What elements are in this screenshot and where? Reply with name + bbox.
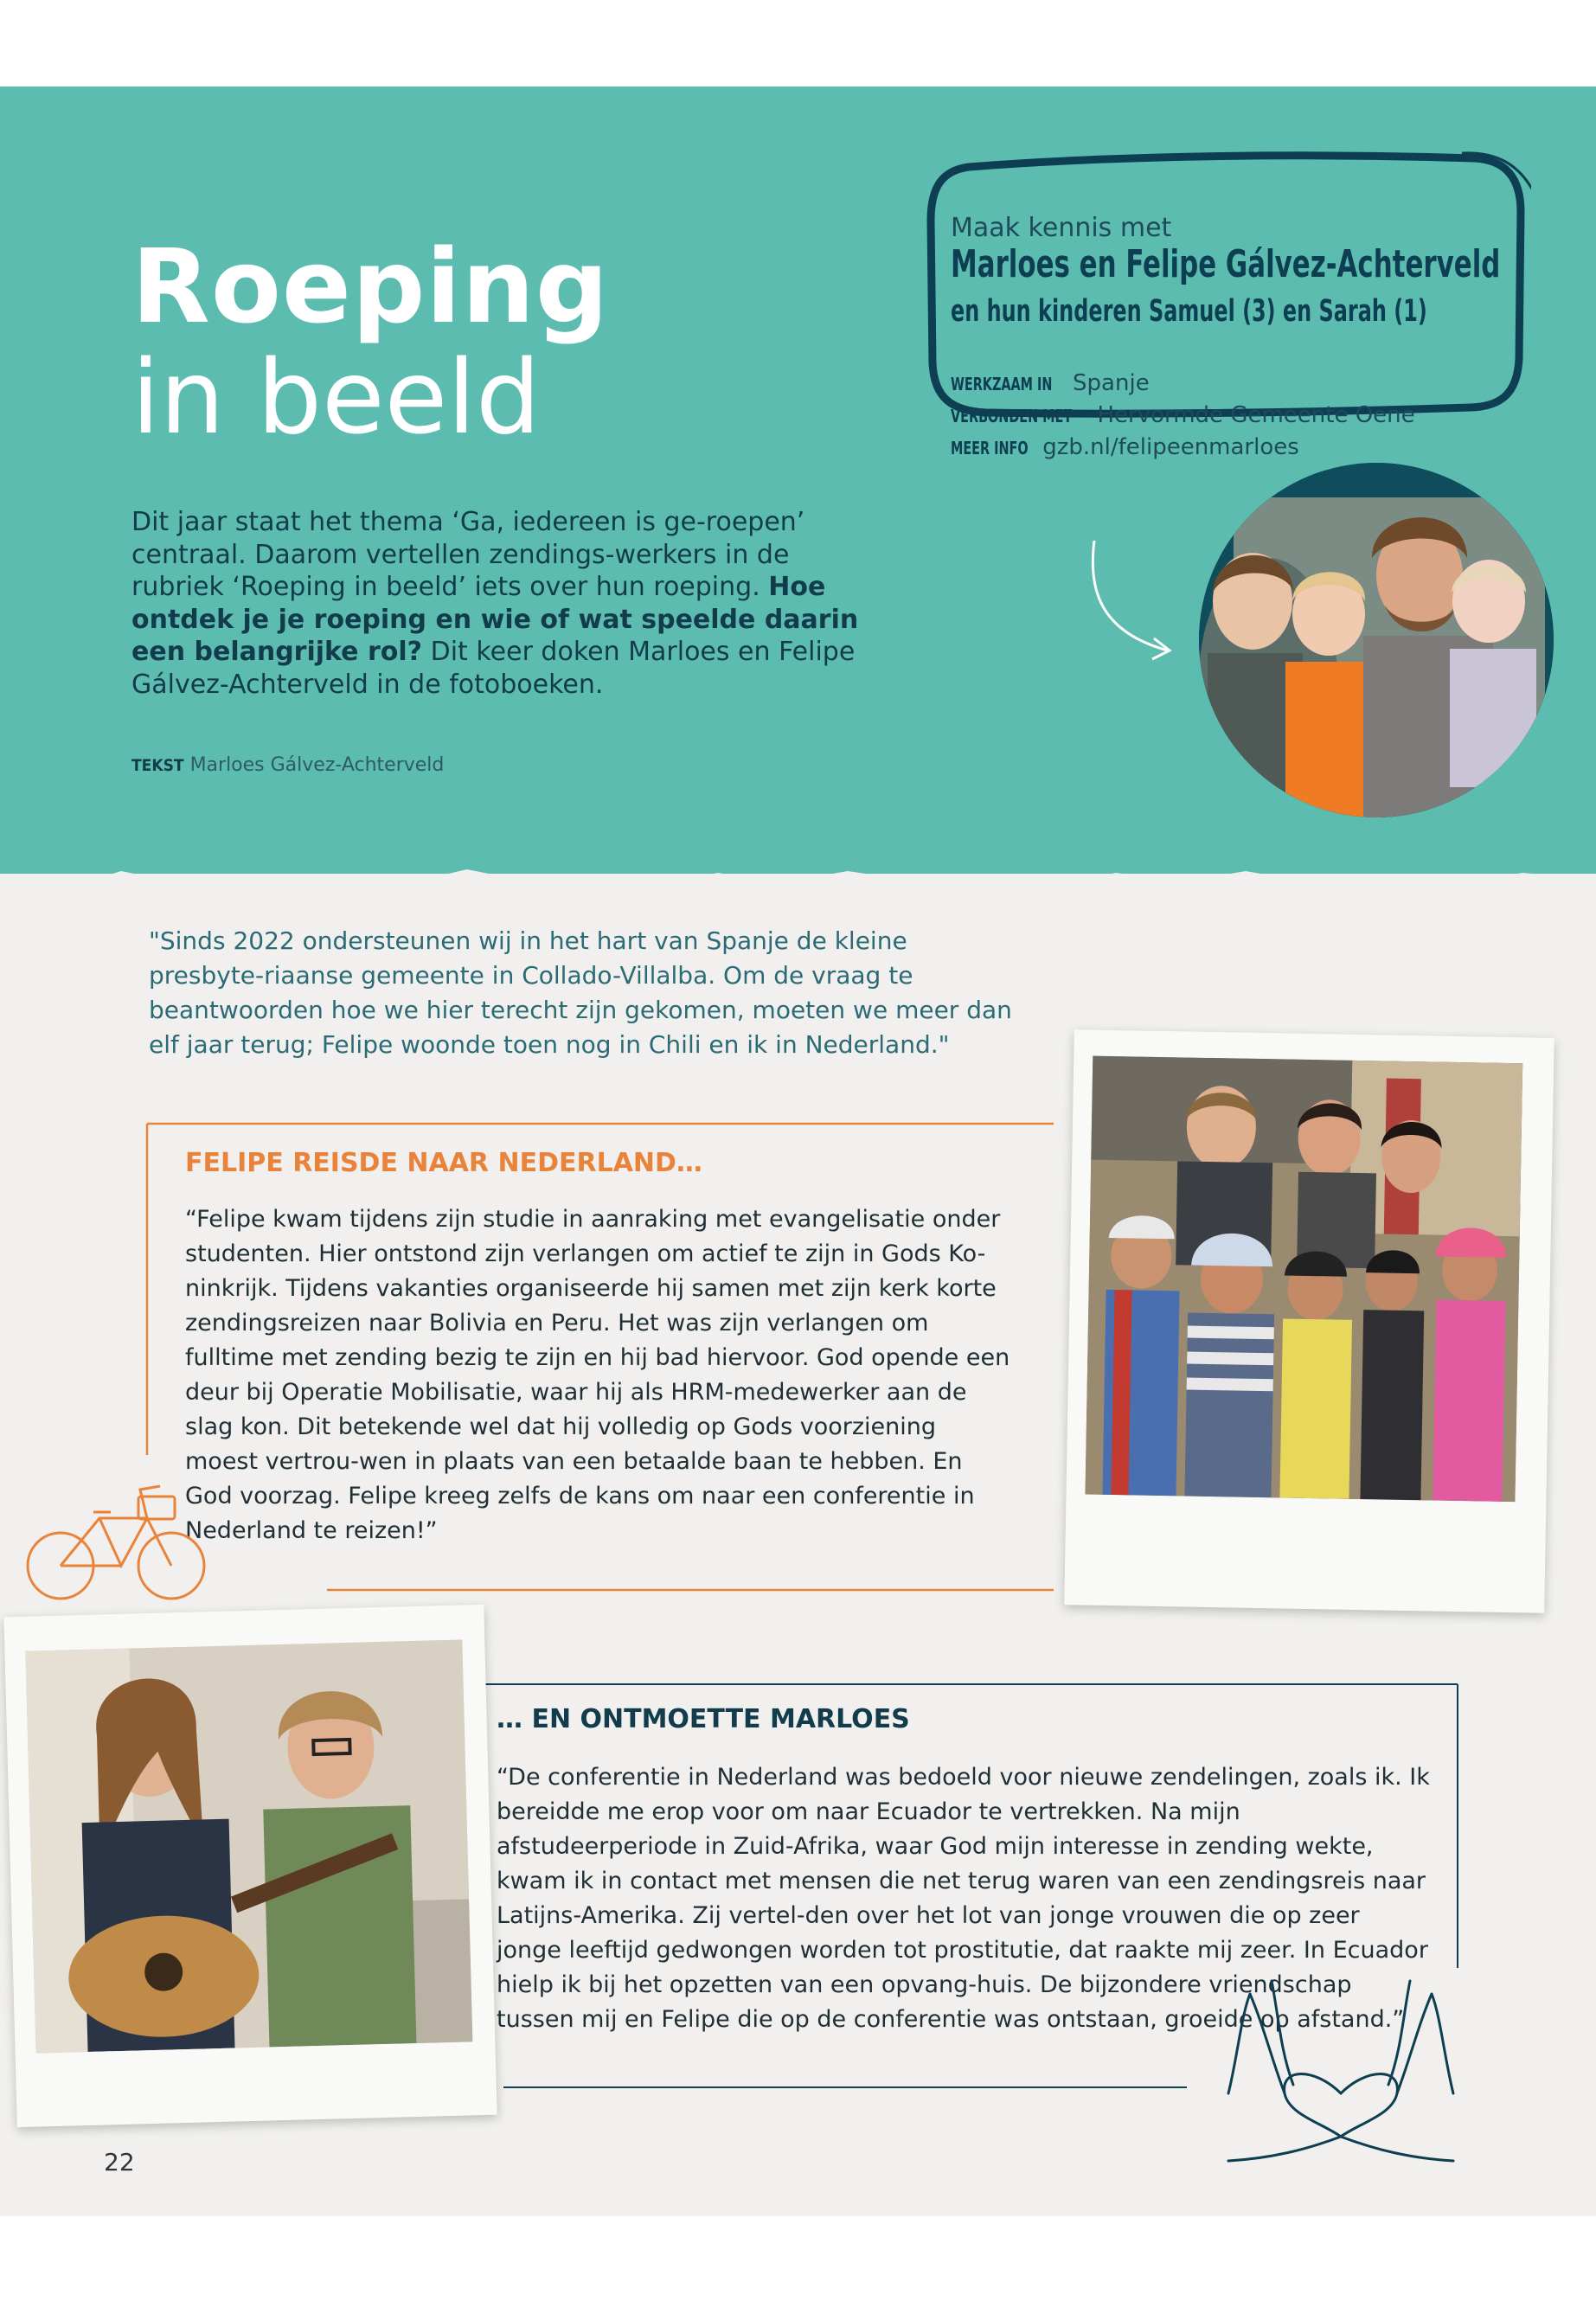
- intro-bold-question: Hoe ontdek je je roeping en wie of wat speelde daarin een belangrijke rol?: [131, 572, 859, 667]
- info-pretitle: Maak kennis met: [951, 213, 1172, 243]
- section2-heading: … EN ONTMOETTE MARLOES: [497, 1704, 910, 1734]
- info-row-meer-info: [951, 434, 1299, 460]
- guitar-singing-photo: [25, 1640, 472, 2054]
- info-row-verbonden: [951, 402, 1415, 428]
- bicycle-icon: [17, 1471, 208, 1600]
- info-kids: en hun kinderen Samuel (3) en Sarah (1): [951, 294, 1427, 329]
- info-row-werkzaam: [951, 370, 1150, 396]
- section1-heading: FELIPE REISDE NAAR NEDERLAND…: [185, 1148, 702, 1178]
- intro-text-end: Dit keer doken Marloes en Felipe Gálvez-Achterveld in de fotoboeken.: [131, 637, 856, 700]
- family-photo: [1199, 463, 1554, 817]
- torn-paper-edge: [0, 852, 1596, 913]
- page-margin-bottom: [0, 2216, 1596, 2301]
- intro-quote: "Sinds 2022 ondersteunen wij in het hart van Spanje de kleine presbyte-riaanse gemeente in Collado-Villalba. Om de vraag te beantwoorden hoe we hier terecht zijn gekomen, moeten we meer dan elf jaar terug; Felipe woonde toen nog in Chili en ik in Nederland.": [149, 926, 1012, 1059]
- info-value: Spanje: [1073, 370, 1150, 396]
- credit-label: TEKST: [131, 756, 184, 775]
- intro-text: Dit jaar staat het thema ‘Ga, iedereen is ge-roepen’ centraal. Daarom vertellen zendings-werkers in de rubriek ‘Roeping in beeld’ iets over hun roeping.: [131, 507, 805, 602]
- section2-text: “De conferentie in Nederland was bedoeld voor nieuwe zendelingen, zoals ik. Ik bereidde me erop voor om naar Ecuador te vertrekken. Na mijn afstudeerperiode in Zuid-Afrika, waar God mijn interesse in zending wekte, kwam ik in contact met mensen die net terug waren van een zendingsreis naar Latijns-Amerika. Zij vertel-den over het lot van jonge vrouwen die op zeer jonge leeftijd gedwongen worden tot prostitutie, dat raakte mij zeer. In Ecuador hielp ik bij het opzetten van een opvang-huis. De bijzondere vriendschap tussen mij en Felipe die op de conferentie was ontstaan, groeide op afstand.”: [497, 1764, 1430, 2033]
- info-value: Hervormde Gemeente Oene: [1097, 402, 1415, 428]
- credit-name: Marloes Gálvez-Achterveld: [189, 754, 445, 776]
- polaroid-photo-guitar: [3, 1605, 497, 2127]
- page-title: Roeping: [131, 227, 610, 346]
- page-subtitle: in beeld: [131, 337, 541, 457]
- polaroid-photo-children: [1064, 1029, 1554, 1613]
- info-link[interactable]: gzb.nl/felipeenmarloes: [1042, 434, 1299, 460]
- author-credit: [131, 754, 444, 776]
- info-label: VERBONDEN MET: [951, 406, 1073, 426]
- heart-hands-icon: [1211, 1964, 1471, 2163]
- intro-paragraph: [131, 506, 871, 701]
- info-label: MEER INFO: [951, 438, 1029, 458]
- section1-text: “Felipe kwam tijdens zijn studie in aanraking met evangelisatie onder studenten. Hier ontstond zijn verlangen om actief te zijn in Gods Ko-ninkrijk. Tijdens vakanties organiseerde hij samen met zijn kerk korte zendingsreizen naar Bolivia en Peru. Het was zijn verlangen om fulltime met zending bezig te zijn en hij bad hiervoor. God opende een deur bij Operatie Mobilisatie, waar hij als HRM-medewerker aan de slag kon. Dit betekende wel dat hij volledig op Gods voorziening moest vertrou-wen in plaats van een betaalde baan te hebben. En God voorzag. Felipe kreeg zelfs de kans om naar een conferentie in Nederland te reizen!”: [185, 1206, 1010, 1544]
- arrow-icon: [1081, 536, 1185, 666]
- info-names: Marloes en Felipe Gálvez-Achterveld: [951, 242, 1501, 286]
- info-label: WERKZAAM IN: [951, 374, 1053, 394]
- children-group-photo: [1085, 1056, 1522, 1503]
- page-number: 22: [104, 2148, 135, 2176]
